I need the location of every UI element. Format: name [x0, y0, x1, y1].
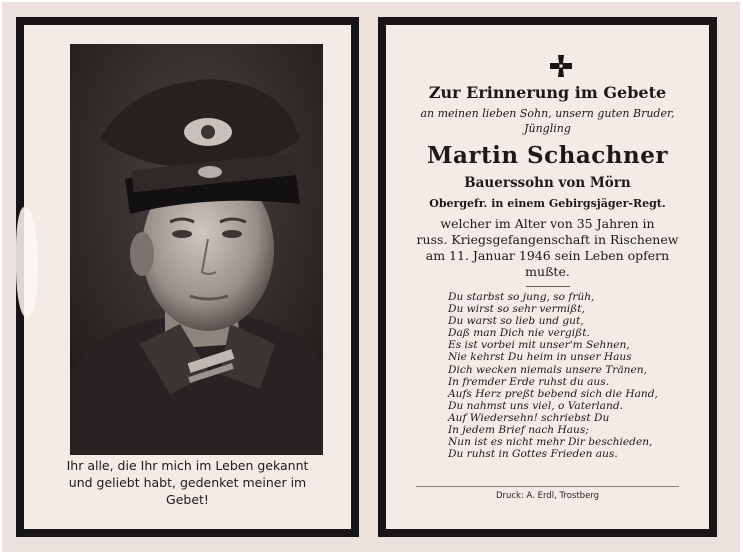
- portrait-photo: [70, 44, 323, 455]
- poem-line: Du warst so lieb und gut,: [448, 315, 584, 328]
- occupation: Bauerssohn von Mörn: [464, 175, 631, 191]
- memorial-text: [396, 83, 699, 460]
- poem-line: In fremder Erde ruhst du aus.: [448, 375, 610, 388]
- iron-cross-icon: [548, 53, 574, 79]
- poem-line: Auf Wiedersehn! schriebst Du: [448, 411, 610, 424]
- intro-line: an meinen lieben Sohn, unsern guten Bruder,: [420, 107, 675, 120]
- scan-background: [2, 2, 740, 552]
- death-line: welcher im Alter von 35 Jahren in: [440, 216, 655, 231]
- caption-line: Gebet!: [166, 492, 209, 507]
- caption-line: und geliebt habt, gedenket meiner im: [68, 475, 307, 490]
- death-line: am 11. Januar 1946 sein Leben opfern: [425, 248, 670, 263]
- poem-line: Nie kehrst Du heim in unser Haus: [448, 351, 632, 364]
- poem-line: Du nahmst uns viel, o Vaterland.: [448, 399, 623, 412]
- portrait-illustration: [70, 44, 323, 455]
- poem-line: Es ist vorbei mit unser'm Sehnen,: [448, 339, 630, 352]
- printer-credit: Druck: A. Erdl, Trostberg: [495, 491, 600, 501]
- intro-line: Jüngling: [524, 122, 571, 135]
- footer-rule: [416, 486, 679, 487]
- poem-line: In jedem Brief nach Haus;: [448, 424, 589, 437]
- memorial-caption: [34, 457, 341, 508]
- left-card: [16, 17, 359, 537]
- poem: [448, 291, 699, 460]
- poem-line: Du ruhst in Gottes Frieden aus.: [448, 448, 618, 461]
- death-notice: [396, 216, 699, 280]
- poem-line: Du starbst so jung, so früh,: [448, 291, 595, 303]
- poem-line: Du wirst so sehr vermißt,: [448, 303, 585, 316]
- death-line: mußte.: [525, 264, 570, 279]
- memorial-heading: Zur Erinnerung im Gebete: [428, 83, 667, 102]
- right-card: [378, 17, 717, 537]
- divider: [526, 286, 570, 287]
- poem-line: Nun ist es nicht mehr Dir beschieden,: [448, 436, 653, 449]
- military-rank: Obergefr. in einem Gebirgsjäger-Regt.: [429, 197, 666, 210]
- poem-line: Aufs Herz preßt bebend sich die Hand,: [448, 387, 658, 400]
- poem-line: Daß man Dich nie vergißt.: [448, 327, 590, 340]
- poem-line: Dich wecken niemals unsere Tränen,: [448, 363, 647, 376]
- caption-line: Ihr alle, die Ihr mich im Leben gekannt: [66, 458, 309, 473]
- deceased-name: Martin Schachner: [426, 142, 668, 169]
- death-line: russ. Kriegsgefangenschaft in Rischenew: [416, 232, 679, 247]
